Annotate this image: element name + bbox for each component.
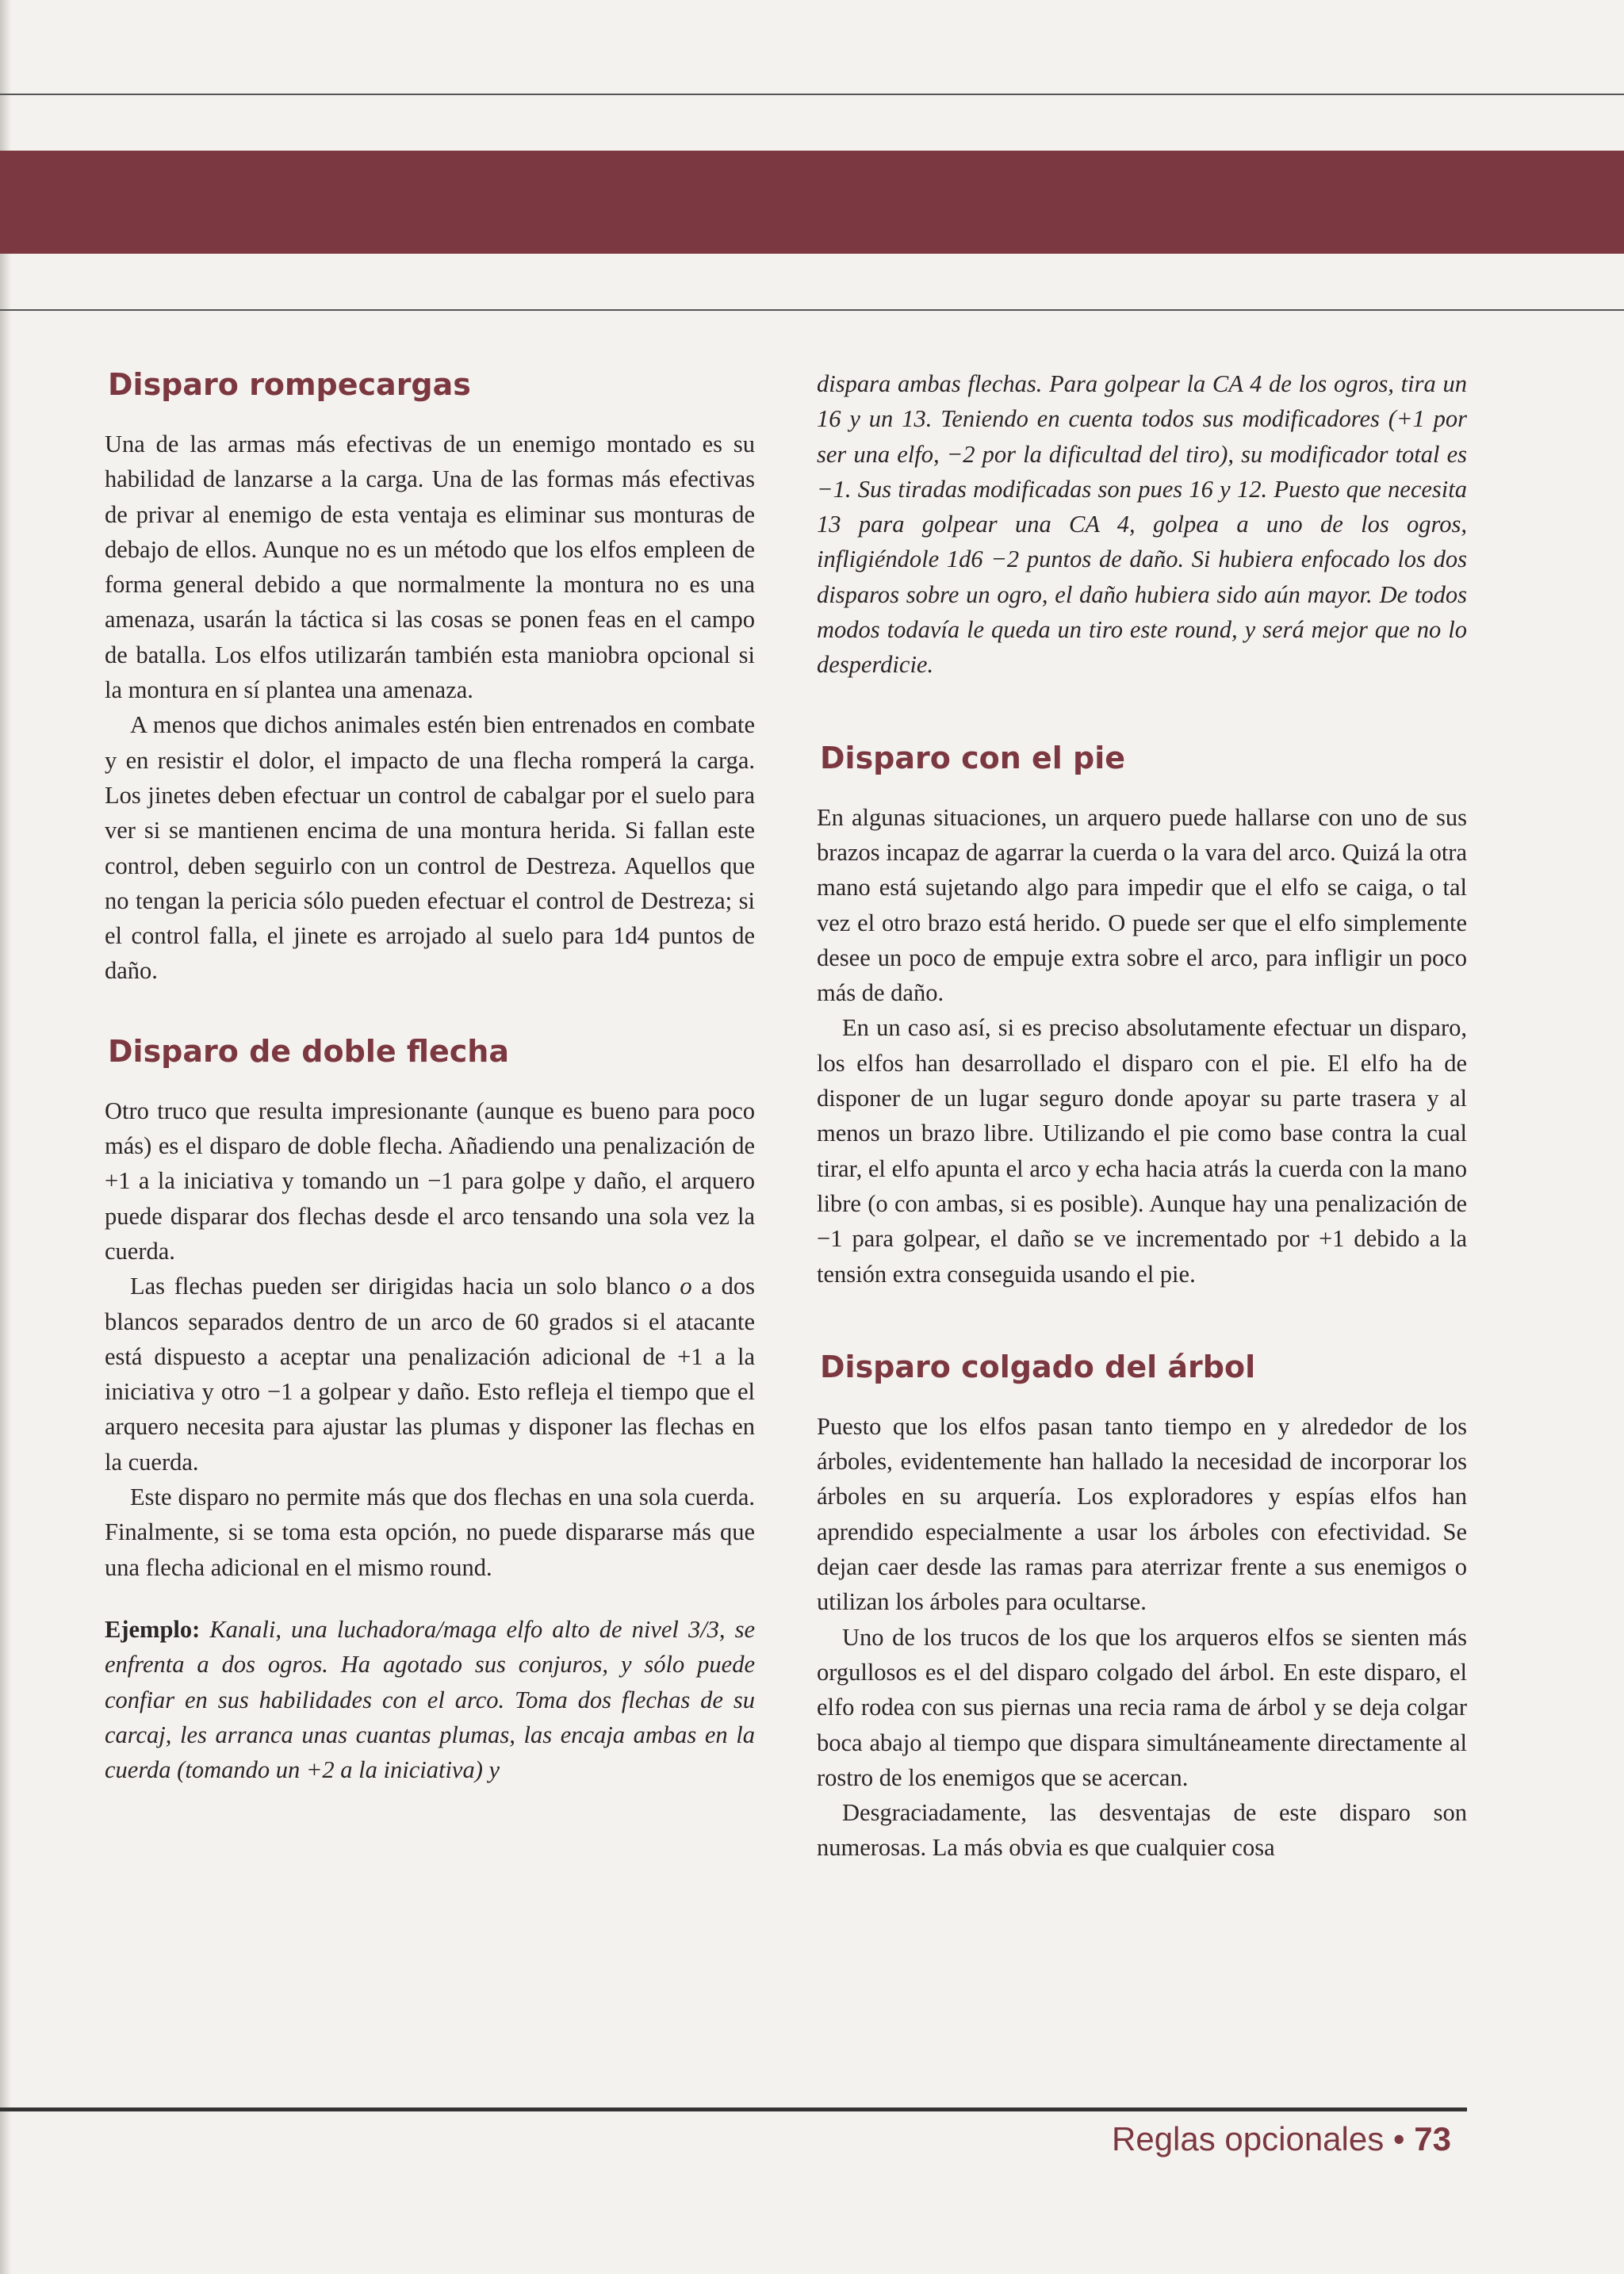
- paragraph: Una de las armas más efectivas de un enemigo montado es su habilidad de lanzarse a la carga. Una de las formas más efectivas de privar al enemigo de esta ventaja es eliminar sus monturas de debajo de ellos. Aunque no es un método que los elfos empleen de forma general debido a que normalmente la montura no es una amenaza, usarán la táctica si las cosas se ponen feas en el campo de batalla. Los elfos utilizarán también esta maniobra opcional si la montura en sí plantea una amenaza.: [105, 431, 755, 704]
- header-banner: [0, 151, 1624, 254]
- footer-bullet: •: [1392, 2120, 1405, 2157]
- section-title-disparo-doble-flecha: Disparo de doble flecha: [108, 1033, 510, 1069]
- example-text: Kanali, una luchadora/maga elfo alto de nivel 3/3, se enfrenta a dos ogros. Ha agotado sus conjuros, y sólo puede confiar en sus habilidades con el arco. Toma dos flechas de su carcaj, les arranca unas cuantas plumas, las encaja ambas en la cuerda (tomando un +2 a la iniciativa) y: [105, 1615, 755, 1784]
- footer-section-name: Reglas opcionales: [1112, 2120, 1385, 2157]
- paragraph-text: a dos blancos separados dentro de un arco de 60 grados si el atacante está dispuesto a aceptar una penalización adicional de +1 a la iniciativa y otro −1 a golpear y daño. Esto refleja el tiempo que el arquero necesita para ajustar las plumas y disponer las flechas en la cuerda.: [105, 1273, 755, 1476]
- paragraph: En algunas situaciones, un arquero puede hallarse con uno de sus brazos incapaz de agarrar la cuerda o la vara del arco. Quizá la otra mano está sujetando algo para impedir que el elfo se caiga, o tal vez el otro brazo está herido. O puede ser que el elfo simplemente desee un poco de empuje extra sobre el arco, para infligir un poco más de daño.: [817, 803, 1467, 1007]
- paragraph: Este disparo no permite más que dos flechas en una sola cuerda. Finalmente, si se toma esta opción, no puede dispararse más que una flecha adicional en el mismo round.: [105, 1483, 755, 1581]
- right-column: [817, 366, 1467, 1866]
- footer-rule: [0, 2107, 1467, 2111]
- paragraph: A menos que dichos animales estén bien entrenados en combate y en resistir el dolor, el impacto de una flecha romperá la carga. Los jinetes deben efectuar un control de cabalgar por el suelo para ver si se mantienen encima de una montura herida. Si fallan este control, deben seguirlo con un control de Destreza. Aquellos que no tengan la pericia sólo pueden efectuar el control de Destreza; si el control falla, el jinete es arrojado al suelo para 1d4 puntos de daño.: [105, 711, 755, 985]
- header-bottom-rule: [0, 309, 1624, 311]
- paragraph: En un caso así, si es preciso absolutamente efectuar un disparo, los elfos han desarrollado el disparo con el pie. El elfo ha de disponer de un lugar seguro donde apoyar su parte trasera y al menos un brazo libre. Utilizando el pie como base contra la cual tirar, el elfo apunta el arco y echa hacia atrás la cuerda con la mano libre (o con ambas, si es posible). Aunque hay una penalización de −1 para golpear, el daño se ve incrementado por +1 debido a la tensión extra conseguida usando el pie.: [817, 1014, 1467, 1288]
- paragraph: Puesto que los elfos pasan tanto tiempo en y alrededor de los árboles, evidentemente han hallado la necesidad de incorporar los árboles en su arquería. Los exploradores y espías elfos han aprendido especialmente a usar los árboles con efectividad. Se dejan caer desde las ramas para aterrizar frente a sus enemigos o utilizan los árboles para ocultarse.: [817, 1412, 1467, 1616]
- paragraph: Desgraciadamente, las desventajas de este disparo son numerosas. La más obvia es que cualquier cosa: [817, 1799, 1467, 1862]
- paragraph: Uno de los trucos de los que los arqueros elfos se sienten más orgullosos es el del disparo colgado del árbol. En este disparo, el elfo rodea con sus piernas una recia rama de árbol y se deja colgar boca abajo al tiempo que dispara simultáneamente directamente al rostro de los enemigos que se acercan.: [817, 1623, 1467, 1791]
- page-number: 73: [1414, 2120, 1451, 2157]
- left-column: [105, 366, 755, 1787]
- example-label: Ejemplo:: [105, 1615, 201, 1643]
- example-continuation: dispara ambas flechas. Para golpear la CA 4 de los ogros, tira un 16 y un 13. Teniendo en cuenta todos sus modificadores (+1 por ser una elfo, −2 por la dificultad del tiro), su modificador total es −1. Sus tiradas modificadas son pues 16 y 12. Puesto que necesita 13 para golpear una CA 4, golpea a uno de los ogros, infligiéndole 1d6 −2 puntos de daño. Si hubiera enfocado los dos disparos sobre un ogro, el daño hubiera sido aún mayor. De todos modos todavía le queda un tiro este round, y será mejor que no lo desperdicie.: [817, 370, 1467, 679]
- paragraph-emphasis: o: [680, 1273, 692, 1300]
- paragraph: [105, 1269, 755, 1480]
- page-spine-shadow: [0, 0, 11, 2274]
- page-footer: [1112, 2120, 1451, 2158]
- section-title-disparo-con-el-pie: Disparo con el pie: [820, 740, 1126, 775]
- paragraph: Otro truco que resulta impresionante (aunque es bueno para poco más) es el disparo de doble flecha. Añadiendo una penalización de +1 a la iniciativa y tomando un −1 para golpe y daño, el arquero puede disparar dos flechas desde el arco tensando una sola vez la cuerda.: [105, 1097, 755, 1265]
- paragraph-text: Las flechas pueden ser dirigidas hacia un solo blanco: [130, 1273, 680, 1300]
- section-title-disparo-colgado-arbol: Disparo colgado del árbol: [820, 1349, 1256, 1384]
- section-title-disparo-rompecargas: Disparo rompecargas: [108, 367, 471, 402]
- example-paragraph: [105, 1612, 755, 1787]
- header-top-rule: [0, 94, 1624, 95]
